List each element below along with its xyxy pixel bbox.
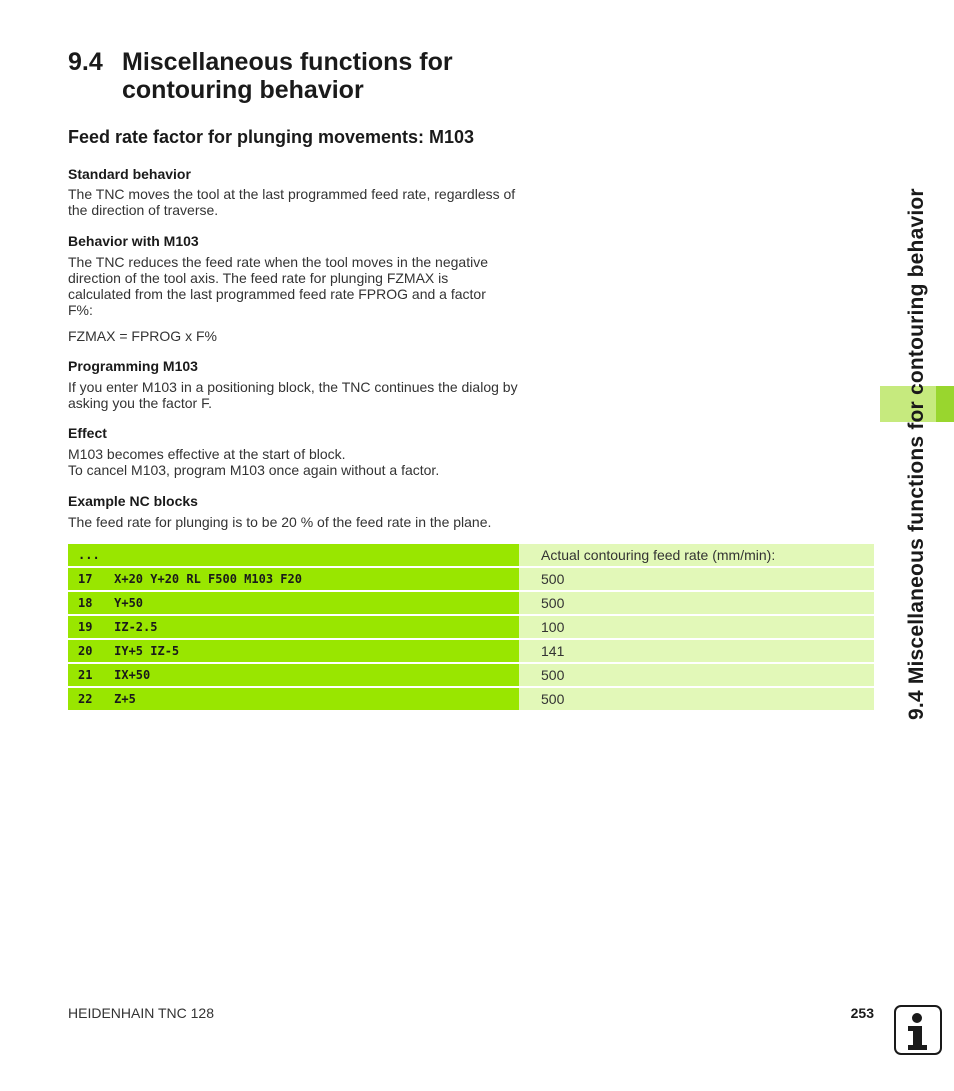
paragraph-behavior-m103: The TNC reduces the feed rate when the tool moves in the negative direction of the tool axis. The feed rate for plunging FZMAX is calculated from the last programmed feed rate FPROG and a factor F%: — [68, 254, 488, 318]
subheading-example-nc-blocks: Example NC blocks — [68, 493, 198, 509]
side-running-title: 9.4 Miscellaneous functions for contouring behavior — [905, 188, 928, 720]
nc-code-cell: 21 IX+50 — [68, 664, 519, 686]
info-glyph-icon — [896, 1007, 940, 1053]
nc-code-cell: ... — [68, 544, 519, 566]
subheading-standard-behavior: Standard behavior — [68, 166, 191, 182]
nc-code-cell: 18 Y+50 — [68, 592, 519, 614]
feed-rate-cell: 100 — [519, 616, 874, 638]
subheading-effect: Effect — [68, 425, 107, 441]
chapter-number: 9.4 — [68, 48, 103, 76]
table-row — [68, 640, 874, 662]
feed-rate-cell: 500 — [519, 664, 874, 686]
table-row — [68, 592, 874, 614]
formula: FZMAX = FPROG x F% — [68, 328, 217, 344]
paragraph-effect-line1: M103 becomes effective at the start of block. — [68, 446, 346, 462]
feed-rate-cell: 500 — [519, 592, 874, 614]
chapter-title — [68, 48, 548, 104]
table-row — [68, 688, 874, 710]
table-row — [68, 544, 874, 566]
paragraph-effect-line2: To cancel M103, program M103 once again without a factor. — [68, 462, 440, 478]
paragraph-standard-behavior: The TNC moves the tool at the last programmed feed rate, regardless of the direction of traverse. — [68, 186, 516, 218]
table-row — [68, 568, 874, 590]
paragraph-programming-m103: If you enter M103 in a positioning block, the TNC continues the dialog by asking you the factor F. — [68, 379, 518, 411]
chapter-title-text: Miscellaneous functions for contouring behavior — [122, 48, 453, 104]
feed-rate-cell: 141 — [519, 640, 874, 662]
footer-product-name: HEIDENHAIN TNC 128 — [68, 1005, 215, 1021]
nc-code-cell: 17 X+20 Y+20 RL F500 M103 F20 — [68, 568, 519, 590]
nc-code-cell: 22 Z+5 — [68, 688, 519, 710]
feed-rate-cell: Actual contouring feed rate (mm/min): — [519, 544, 874, 566]
info-icon — [894, 1005, 942, 1055]
table-row — [68, 664, 874, 686]
subheading-behavior-m103: Behavior with M103 — [68, 233, 199, 249]
page-number: 253 — [850, 1005, 874, 1021]
nc-code-cell: 19 IZ-2.5 — [68, 616, 519, 638]
table-row — [68, 616, 874, 638]
section-title: Feed rate factor for plunging movements: M103 — [68, 127, 475, 147]
nc-blocks-table — [68, 542, 874, 712]
feed-rate-cell: 500 — [519, 688, 874, 710]
feed-rate-cell: 500 — [519, 568, 874, 590]
subheading-programming-m103: Programming M103 — [68, 358, 198, 374]
nc-code-cell: 20 IY+5 IZ-5 — [68, 640, 519, 662]
paragraph-example-nc-blocks: The feed rate for plunging is to be 20 % of the feed rate in the plane. — [68, 514, 492, 530]
